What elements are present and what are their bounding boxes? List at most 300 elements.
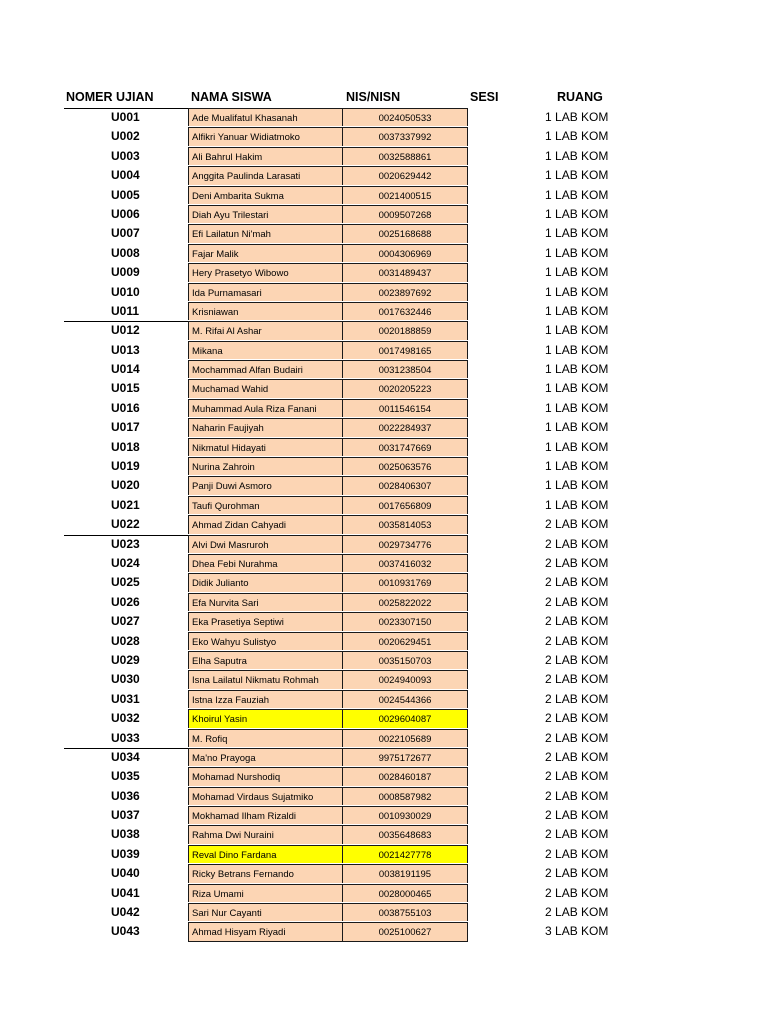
session-number: 1 bbox=[545, 206, 552, 221]
room-name: LAB KOM bbox=[555, 555, 609, 570]
student-name: Sari Nur Cayanti bbox=[188, 903, 343, 921]
table-row bbox=[0, 147, 768, 166]
student-nis: 0009507268 bbox=[343, 205, 468, 223]
student-nis: 0031747669 bbox=[343, 438, 468, 456]
room bbox=[545, 516, 608, 532]
session-number: 1 bbox=[545, 362, 552, 377]
student-nis: 0025822022 bbox=[343, 593, 468, 611]
table-row bbox=[0, 922, 768, 941]
session-number: 1 bbox=[545, 459, 552, 474]
room bbox=[545, 322, 608, 338]
room-name: LAB KOM bbox=[555, 129, 609, 144]
table-row bbox=[0, 399, 768, 418]
student-name: M. Rifai Al Ashar bbox=[188, 321, 343, 339]
room bbox=[545, 361, 608, 377]
student-nis: 0020629442 bbox=[343, 166, 468, 184]
student-nis: 0023307150 bbox=[343, 612, 468, 630]
header-sesi: SESI bbox=[470, 90, 499, 104]
table-row bbox=[0, 806, 768, 825]
student-name: Efa Nurvita Sari bbox=[188, 593, 343, 611]
table-row bbox=[0, 554, 768, 573]
room bbox=[545, 826, 608, 842]
session-number: 1 bbox=[545, 497, 552, 512]
room-name: LAB KOM bbox=[555, 788, 609, 803]
student-nis: 0017498165 bbox=[343, 341, 468, 359]
room-name: LAB KOM bbox=[555, 517, 609, 532]
session-number: 2 bbox=[545, 749, 552, 764]
student-name: Mikana bbox=[188, 341, 343, 359]
student-nis: 0021427778 bbox=[343, 845, 468, 863]
table-row bbox=[0, 845, 768, 864]
table-row bbox=[0, 496, 768, 515]
exam-number: U029 bbox=[111, 652, 140, 667]
room bbox=[545, 846, 608, 862]
session-number: 2 bbox=[545, 788, 552, 803]
student-nis: 0021400515 bbox=[343, 186, 468, 204]
exam-number: U038 bbox=[111, 827, 140, 842]
student-name: Ida Purnamasari bbox=[188, 283, 343, 301]
student-nis: 9975172677 bbox=[343, 748, 468, 766]
session-number: 1 bbox=[545, 168, 552, 183]
session-number: 2 bbox=[545, 575, 552, 590]
exam-number: U023 bbox=[111, 536, 140, 551]
room-name: LAB KOM bbox=[555, 148, 609, 163]
room bbox=[545, 477, 608, 493]
student-nis: 0037416032 bbox=[343, 554, 468, 572]
session-number: 1 bbox=[545, 187, 552, 202]
student-name: Eko Wahyu Sulistyo bbox=[188, 632, 343, 650]
exam-number: U003 bbox=[111, 148, 140, 163]
table-row bbox=[0, 418, 768, 437]
table-row bbox=[0, 244, 768, 263]
table-row bbox=[0, 186, 768, 205]
room-name: LAB KOM bbox=[555, 536, 609, 551]
student-name: Anggita Paulinda Larasati bbox=[188, 166, 343, 184]
table-row bbox=[0, 767, 768, 786]
room bbox=[545, 497, 608, 513]
student-name: Taufi Qurohman bbox=[188, 496, 343, 514]
table-row bbox=[0, 515, 768, 534]
student-name: Istna Izza Fauziah bbox=[188, 690, 343, 708]
student-name: Muhammad Aula Riza Fanani bbox=[188, 399, 343, 417]
student-name: Rahma Dwi Nuraini bbox=[188, 825, 343, 843]
student-nis: 0038755103 bbox=[343, 903, 468, 921]
student-name: Alvi Dwi Masruroh bbox=[188, 535, 343, 553]
student-nis: 0011546154 bbox=[343, 399, 468, 417]
table-row bbox=[0, 341, 768, 360]
session-number: 2 bbox=[545, 614, 552, 629]
student-name: Isna Lailatul Nikmatu Rohmah bbox=[188, 670, 343, 688]
exam-number: U011 bbox=[111, 303, 140, 318]
room bbox=[545, 245, 608, 261]
exam-number: U031 bbox=[111, 691, 140, 706]
student-nis: 0008587982 bbox=[343, 787, 468, 805]
table-row bbox=[0, 593, 768, 612]
student-name: Ali Bahrul Hakim bbox=[188, 147, 343, 165]
student-nis: 0010931769 bbox=[343, 573, 468, 591]
student-nis: 0010930029 bbox=[343, 806, 468, 824]
session-number: 1 bbox=[545, 478, 552, 493]
room-name: LAB KOM bbox=[555, 420, 609, 435]
session-number: 1 bbox=[545, 400, 552, 415]
room bbox=[545, 691, 608, 707]
room bbox=[545, 128, 608, 144]
header-ruang: RUANG bbox=[557, 90, 603, 104]
table-row bbox=[0, 283, 768, 302]
student-name: Mohamad Nurshodiq bbox=[188, 767, 343, 785]
room-name: LAB KOM bbox=[555, 652, 609, 667]
room-name: LAB KOM bbox=[555, 265, 609, 280]
table-row bbox=[0, 321, 768, 340]
room bbox=[545, 652, 608, 668]
room-name: LAB KOM bbox=[555, 730, 609, 745]
student-name: Nurina Zahroin bbox=[188, 457, 343, 475]
table-row bbox=[0, 825, 768, 844]
room bbox=[545, 187, 608, 203]
exam-number: U014 bbox=[111, 362, 140, 377]
student-name: Reval Dino Fardana bbox=[188, 845, 343, 863]
room bbox=[545, 148, 608, 164]
room-name: LAB KOM bbox=[555, 711, 609, 726]
exam-number: U017 bbox=[111, 420, 140, 435]
student-nis: 0029604087 bbox=[343, 709, 468, 727]
session-number: 2 bbox=[545, 594, 552, 609]
session-number: 2 bbox=[545, 905, 552, 920]
exam-number: U019 bbox=[111, 459, 140, 474]
student-name: Ade Mualifatul Khasanah bbox=[188, 108, 343, 126]
room-name: LAB KOM bbox=[555, 284, 609, 299]
exam-number: U042 bbox=[111, 905, 140, 920]
student-name: Hery Prasetyo Wibowo bbox=[188, 263, 343, 281]
table-row bbox=[0, 903, 768, 922]
table-row bbox=[0, 224, 768, 243]
table-row bbox=[0, 535, 768, 554]
student-name: Naharin Faujiyah bbox=[188, 418, 343, 436]
table-row bbox=[0, 748, 768, 767]
exam-number: U022 bbox=[111, 517, 140, 532]
student-nis: 0031489437 bbox=[343, 263, 468, 281]
room bbox=[545, 710, 608, 726]
room-name: LAB KOM bbox=[555, 381, 609, 396]
room bbox=[545, 923, 608, 939]
room bbox=[545, 594, 608, 610]
room bbox=[545, 574, 608, 590]
student-name: Fajar Malik bbox=[188, 244, 343, 262]
student-name: Alfikri Yanuar Widiatmoko bbox=[188, 127, 343, 145]
student-name: Muchamad Wahid bbox=[188, 379, 343, 397]
student-nis: 0017656809 bbox=[343, 496, 468, 514]
room bbox=[545, 865, 608, 881]
room bbox=[545, 167, 608, 183]
exam-number: U016 bbox=[111, 400, 140, 415]
table-row bbox=[0, 651, 768, 670]
room-name: LAB KOM bbox=[555, 400, 609, 415]
session-number: 1 bbox=[545, 420, 552, 435]
session-number: 2 bbox=[545, 691, 552, 706]
student-nis: 0024544366 bbox=[343, 690, 468, 708]
student-nis: 0024940093 bbox=[343, 670, 468, 688]
session-number: 2 bbox=[545, 711, 552, 726]
table-row bbox=[0, 787, 768, 806]
session-number: 2 bbox=[545, 808, 552, 823]
student-name: Khoirul Yasin bbox=[188, 709, 343, 727]
student-name: M. Rofiq bbox=[188, 729, 343, 747]
room-name: LAB KOM bbox=[555, 905, 609, 920]
room bbox=[545, 555, 608, 571]
exam-number: U007 bbox=[111, 226, 140, 241]
exam-number: U041 bbox=[111, 885, 140, 900]
room bbox=[545, 671, 608, 687]
table-row bbox=[0, 864, 768, 883]
table-row bbox=[0, 457, 768, 476]
session-number: 1 bbox=[545, 342, 552, 357]
student-nis: 0037337992 bbox=[343, 127, 468, 145]
student-table bbox=[0, 108, 768, 942]
table-row bbox=[0, 205, 768, 224]
student-nis: 0022284937 bbox=[343, 418, 468, 436]
room bbox=[545, 536, 608, 552]
session-number: 1 bbox=[545, 110, 552, 124]
room bbox=[545, 342, 608, 358]
student-name: Didik Julianto bbox=[188, 573, 343, 591]
exam-number: U032 bbox=[111, 711, 140, 726]
room-name: LAB KOM bbox=[555, 575, 609, 590]
exam-number: U002 bbox=[111, 129, 140, 144]
student-nis: 0028000465 bbox=[343, 884, 468, 902]
table-row bbox=[0, 263, 768, 282]
room-name: LAB KOM bbox=[555, 749, 609, 764]
table-row bbox=[0, 612, 768, 631]
room-name: LAB KOM bbox=[555, 594, 609, 609]
student-nis: 0020629451 bbox=[343, 632, 468, 650]
room bbox=[545, 768, 608, 784]
room-name: LAB KOM bbox=[555, 497, 609, 512]
room bbox=[545, 419, 608, 435]
session-number: 3 bbox=[545, 924, 552, 939]
room bbox=[545, 264, 608, 280]
exam-number: U024 bbox=[111, 555, 140, 570]
exam-number: U020 bbox=[111, 478, 140, 493]
exam-number: U036 bbox=[111, 788, 140, 803]
room bbox=[545, 206, 608, 222]
room bbox=[545, 303, 608, 319]
room-name: LAB KOM bbox=[555, 885, 609, 900]
exam-number: U001 bbox=[111, 110, 140, 124]
exam-number: U033 bbox=[111, 730, 140, 745]
exam-number: U030 bbox=[111, 672, 140, 687]
student-nis: 0025063576 bbox=[343, 457, 468, 475]
student-name: Mochammad Alfan Budairi bbox=[188, 360, 343, 378]
room-name: LAB KOM bbox=[555, 808, 609, 823]
exam-number: U034 bbox=[111, 749, 140, 764]
student-nis: 0035150703 bbox=[343, 651, 468, 669]
room-name: LAB KOM bbox=[555, 924, 609, 939]
student-name: Mohamad Virdaus Sujatmiko bbox=[188, 787, 343, 805]
table-row bbox=[0, 166, 768, 185]
student-nis: 0023897692 bbox=[343, 283, 468, 301]
table-row bbox=[0, 729, 768, 748]
header-nama-siswa: NAMA SISWA bbox=[191, 90, 272, 104]
student-nis: 0032588861 bbox=[343, 147, 468, 165]
room-name: LAB KOM bbox=[555, 206, 609, 221]
room bbox=[545, 380, 608, 396]
room-name: LAB KOM bbox=[555, 827, 609, 842]
session-number: 2 bbox=[545, 555, 552, 570]
room-name: LAB KOM bbox=[555, 245, 609, 260]
room bbox=[545, 109, 608, 125]
student-name: Panji Duwi Asmoro bbox=[188, 476, 343, 494]
room-name: LAB KOM bbox=[555, 110, 609, 124]
room-name: LAB KOM bbox=[555, 459, 609, 474]
session-number: 1 bbox=[545, 265, 552, 280]
exam-number: U018 bbox=[111, 439, 140, 454]
table-row bbox=[0, 108, 768, 127]
room-name: LAB KOM bbox=[555, 633, 609, 648]
session-number: 1 bbox=[545, 148, 552, 163]
student-nis: 0035814053 bbox=[343, 515, 468, 533]
session-number: 1 bbox=[545, 284, 552, 299]
exam-number: U035 bbox=[111, 769, 140, 784]
student-nis: 0025168688 bbox=[343, 224, 468, 242]
room-name: LAB KOM bbox=[555, 614, 609, 629]
student-nis: 0028460187 bbox=[343, 767, 468, 785]
session-number: 1 bbox=[545, 129, 552, 144]
session-number: 2 bbox=[545, 672, 552, 687]
session-number: 1 bbox=[545, 381, 552, 396]
room-name: LAB KOM bbox=[555, 323, 609, 338]
exam-number: U037 bbox=[111, 808, 140, 823]
student-nis: 0022105689 bbox=[343, 729, 468, 747]
session-number: 2 bbox=[545, 730, 552, 745]
room-name: LAB KOM bbox=[555, 672, 609, 687]
room-name: LAB KOM bbox=[555, 439, 609, 454]
student-name: Ahmad Hisyam Riyadi bbox=[188, 922, 343, 941]
room bbox=[545, 904, 608, 920]
exam-number: U013 bbox=[111, 342, 140, 357]
session-number: 1 bbox=[545, 303, 552, 318]
exam-number: U026 bbox=[111, 594, 140, 609]
table-row bbox=[0, 302, 768, 321]
session-number: 1 bbox=[545, 245, 552, 260]
table-row bbox=[0, 709, 768, 728]
exam-number: U039 bbox=[111, 846, 140, 861]
session-number: 2 bbox=[545, 885, 552, 900]
room-name: LAB KOM bbox=[555, 478, 609, 493]
room-name: LAB KOM bbox=[555, 691, 609, 706]
table-row bbox=[0, 379, 768, 398]
exam-number: U025 bbox=[111, 575, 140, 590]
room-name: LAB KOM bbox=[555, 769, 609, 784]
room-name: LAB KOM bbox=[555, 362, 609, 377]
room bbox=[545, 788, 608, 804]
student-name: Mokhamad Ilham Rizaldi bbox=[188, 806, 343, 824]
student-nis: 0029734776 bbox=[343, 535, 468, 553]
student-nis: 0038191195 bbox=[343, 864, 468, 882]
student-name: Deni Ambarita Sukma bbox=[188, 186, 343, 204]
exam-number: U015 bbox=[111, 381, 140, 396]
student-name: Riza Umami bbox=[188, 884, 343, 902]
table-row bbox=[0, 573, 768, 592]
exam-number: U009 bbox=[111, 265, 140, 280]
student-name: Elha Saputra bbox=[188, 651, 343, 669]
table-row bbox=[0, 476, 768, 495]
session-number: 2 bbox=[545, 517, 552, 532]
student-nis: 0020205223 bbox=[343, 379, 468, 397]
room bbox=[545, 284, 608, 300]
session-number: 2 bbox=[545, 633, 552, 648]
room-name: LAB KOM bbox=[555, 187, 609, 202]
student-nis: 0004306969 bbox=[343, 244, 468, 262]
room bbox=[545, 885, 608, 901]
exam-number: U043 bbox=[111, 924, 140, 939]
table-row bbox=[0, 632, 768, 651]
room bbox=[545, 225, 608, 241]
exam-number: U028 bbox=[111, 633, 140, 648]
room bbox=[545, 749, 608, 765]
room bbox=[545, 730, 608, 746]
room-name: LAB KOM bbox=[555, 846, 609, 861]
exam-number: U021 bbox=[111, 497, 140, 512]
table-row bbox=[0, 360, 768, 379]
room bbox=[545, 458, 608, 474]
exam-number: U010 bbox=[111, 284, 140, 299]
table-row bbox=[0, 127, 768, 146]
student-nis: 0025100627 bbox=[343, 922, 468, 941]
student-name: Eka Prasetiya Septiwi bbox=[188, 612, 343, 630]
header-nomer-ujian: NOMER UJIAN bbox=[66, 90, 154, 104]
table-row bbox=[0, 438, 768, 457]
room-name: LAB KOM bbox=[555, 168, 609, 183]
room bbox=[545, 439, 608, 455]
room-name: LAB KOM bbox=[555, 303, 609, 318]
student-name: Nikmatul Hidayati bbox=[188, 438, 343, 456]
room-name: LAB KOM bbox=[555, 866, 609, 881]
table-row bbox=[0, 670, 768, 689]
room bbox=[545, 613, 608, 629]
student-name: Ahmad Zidan Cahyadi bbox=[188, 515, 343, 533]
student-nis: 0020188859 bbox=[343, 321, 468, 339]
student-name: Ricky Betrans Fernando bbox=[188, 864, 343, 882]
session-number: 2 bbox=[545, 769, 552, 784]
room bbox=[545, 633, 608, 649]
student-nis: 0031238504 bbox=[343, 360, 468, 378]
exam-number: U008 bbox=[111, 245, 140, 260]
room-name: LAB KOM bbox=[555, 226, 609, 241]
session-number: 1 bbox=[545, 323, 552, 338]
session-number: 2 bbox=[545, 827, 552, 842]
room-name: LAB KOM bbox=[555, 342, 609, 357]
exam-number: U040 bbox=[111, 866, 140, 881]
student-name: Efi Lailatun Ni'mah bbox=[188, 224, 343, 242]
session-number: 2 bbox=[545, 866, 552, 881]
session-number: 1 bbox=[545, 226, 552, 241]
session-number: 2 bbox=[545, 652, 552, 667]
exam-number: U006 bbox=[111, 206, 140, 221]
student-nis: 0024050533 bbox=[343, 108, 468, 126]
exam-number: U027 bbox=[111, 614, 140, 629]
table-row bbox=[0, 690, 768, 709]
session-number: 2 bbox=[545, 536, 552, 551]
exam-number: U004 bbox=[111, 168, 140, 183]
student-name: Dhea Febi Nurahma bbox=[188, 554, 343, 572]
room bbox=[545, 807, 608, 823]
session-number: 1 bbox=[545, 439, 552, 454]
exam-number: U005 bbox=[111, 187, 140, 202]
student-nis: 0028406307 bbox=[343, 476, 468, 494]
table-row bbox=[0, 884, 768, 903]
student-nis: 0035648683 bbox=[343, 825, 468, 843]
room bbox=[545, 400, 608, 416]
